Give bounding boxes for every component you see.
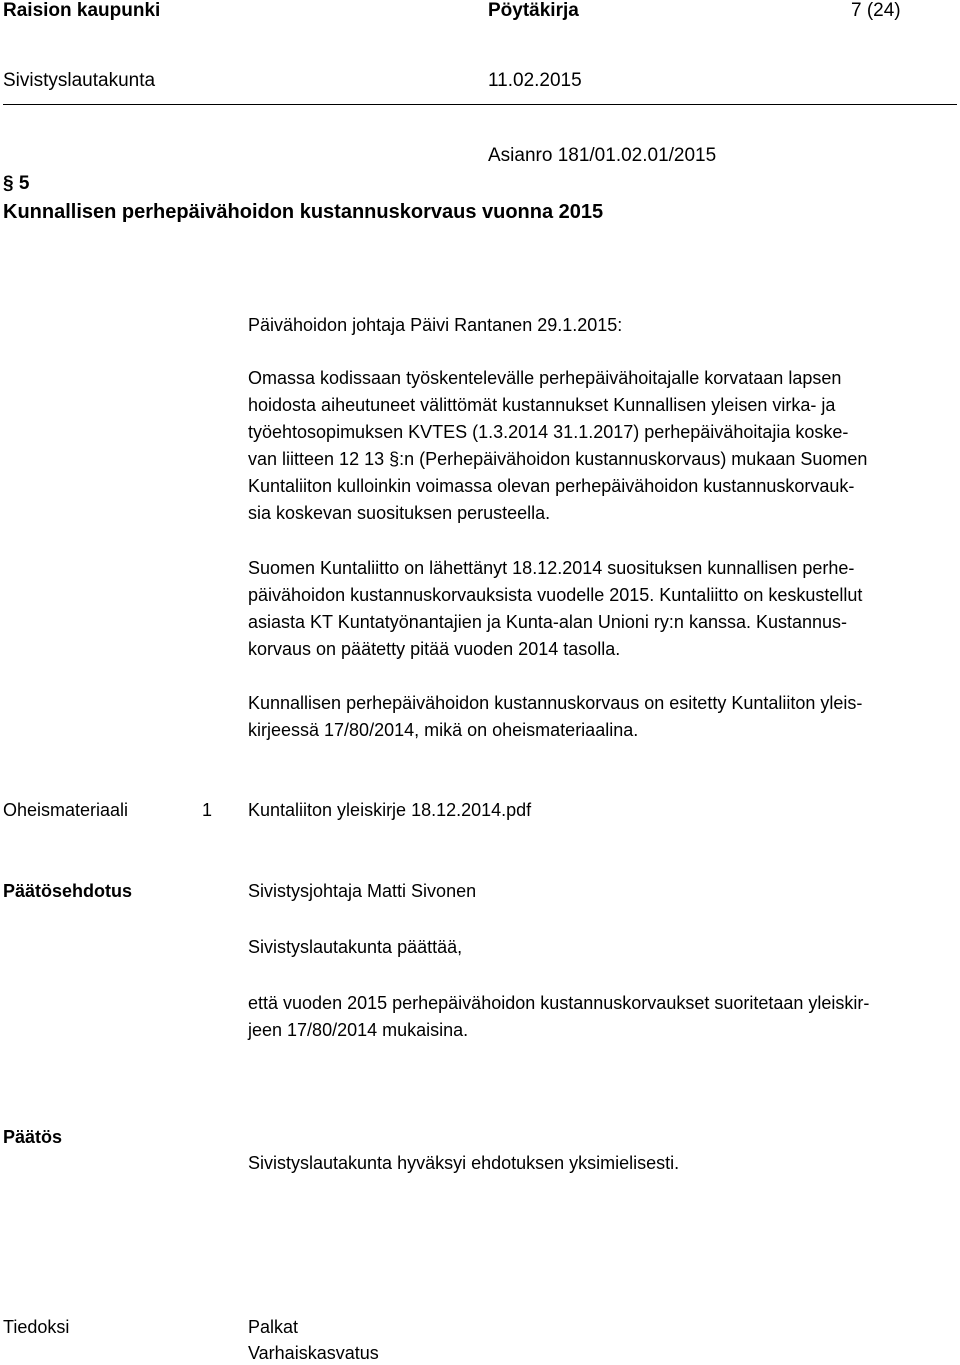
meeting-date: 11.02.2015: [488, 70, 582, 91]
paragraph-line: sia koskevan suosituksen perusteella.: [248, 503, 551, 523]
attachment-number: 1: [202, 800, 213, 820]
recipient: Varhaiskasvatus: [248, 1343, 379, 1363]
paragraph-line: kirjeessä 17/80/2014, mikä on oheismateriaalina.: [248, 720, 639, 740]
organization-name: Raision kaupunki: [3, 0, 161, 21]
paragraph-line: päivähoidon kustannuskorvauksista vuodelle 2015. Kuntaliitto on keskustellut: [248, 585, 863, 605]
case-title: Kunnallisen perhepäivähoidon kustannuskorvaus vuonna 2015: [3, 201, 604, 223]
paragraph-line: hoidosta aiheutuneet välittömät kustannukset Kunnallisen yleisen virka- ja: [248, 395, 836, 415]
paragraph-line: korvaus on päätetty pitää vuoden 2014 tasolla.: [248, 639, 621, 659]
attachment-label: Oheismateriaali: [3, 800, 129, 820]
paragraph-line: Suomen Kuntaliitto on lähettänyt 18.12.2014 suosituksen kunnallisen perhe-: [248, 558, 855, 578]
section-number: § 5: [3, 173, 30, 194]
distribution-label: Tiedoksi: [3, 1317, 70, 1337]
document-type: Pöytäkirja: [488, 0, 579, 21]
paragraph-1: [248, 365, 953, 527]
decision-text: Sivistyslautakunta hyväksyi ehdotuksen yksimielisesti.: [248, 1153, 680, 1173]
recipient: Palkat: [248, 1317, 299, 1337]
paragraph-line: jeen 17/80/2014 mukaisina.: [248, 1020, 469, 1040]
proposal-author: Sivistysjohtaja Matti Sivonen: [248, 881, 477, 901]
presenter-line: Päivähoidon johtaja Päivi Rantanen 29.1.2015:: [248, 315, 623, 335]
paragraph-line: että vuoden 2015 perhepäivähoidon kustannuskorvaukset suoritetaan yleiskir-: [248, 993, 870, 1013]
attachment-link[interactable]: Kuntaliiton yleiskirje 18.12.2014.pdf: [248, 800, 532, 820]
paragraph-line: asiasta KT Kuntatyönantajien ja Kunta-alan Unioni ry:n kanssa. Kustannus-: [248, 612, 848, 632]
header-rule: [3, 104, 957, 105]
paragraph-2: [248, 555, 953, 663]
case-number: Asianro 181/01.02.01/2015: [488, 145, 717, 166]
proposal-text: [248, 990, 953, 1044]
paragraph-line: työehtosopimuksen KVTES (1.3.2014 31.1.2017) perhepäivähoitajia koske-: [248, 422, 849, 442]
paragraph-line: Kuntaliiton kulloinkin voimassa olevan perhepäivähoidon kustannuskorvauk-: [248, 476, 855, 496]
decision-label: Päätös: [3, 1127, 63, 1147]
proposal-label: Päätösehdotus: [3, 881, 133, 901]
paragraph-line: Kunnallisen perhepäivähoidon kustannuskorvaus on esitetty Kuntaliiton yleis-: [248, 693, 863, 713]
paragraph-3: [248, 690, 953, 744]
committee-name: Sivistyslautakunta: [3, 70, 156, 91]
paragraph-line: van liitteen 12 13 §:n (Perhepäivähoidon kustannuskorvaus) mukaan Suomen: [248, 449, 868, 469]
proposal-decides: Sivistyslautakunta päättää,: [248, 937, 463, 957]
paragraph-line: Omassa kodissaan työskentelevälle perhepäivähoitajalle korvataan lapsen: [248, 368, 842, 388]
page-number: 7 (24): [851, 0, 901, 21]
